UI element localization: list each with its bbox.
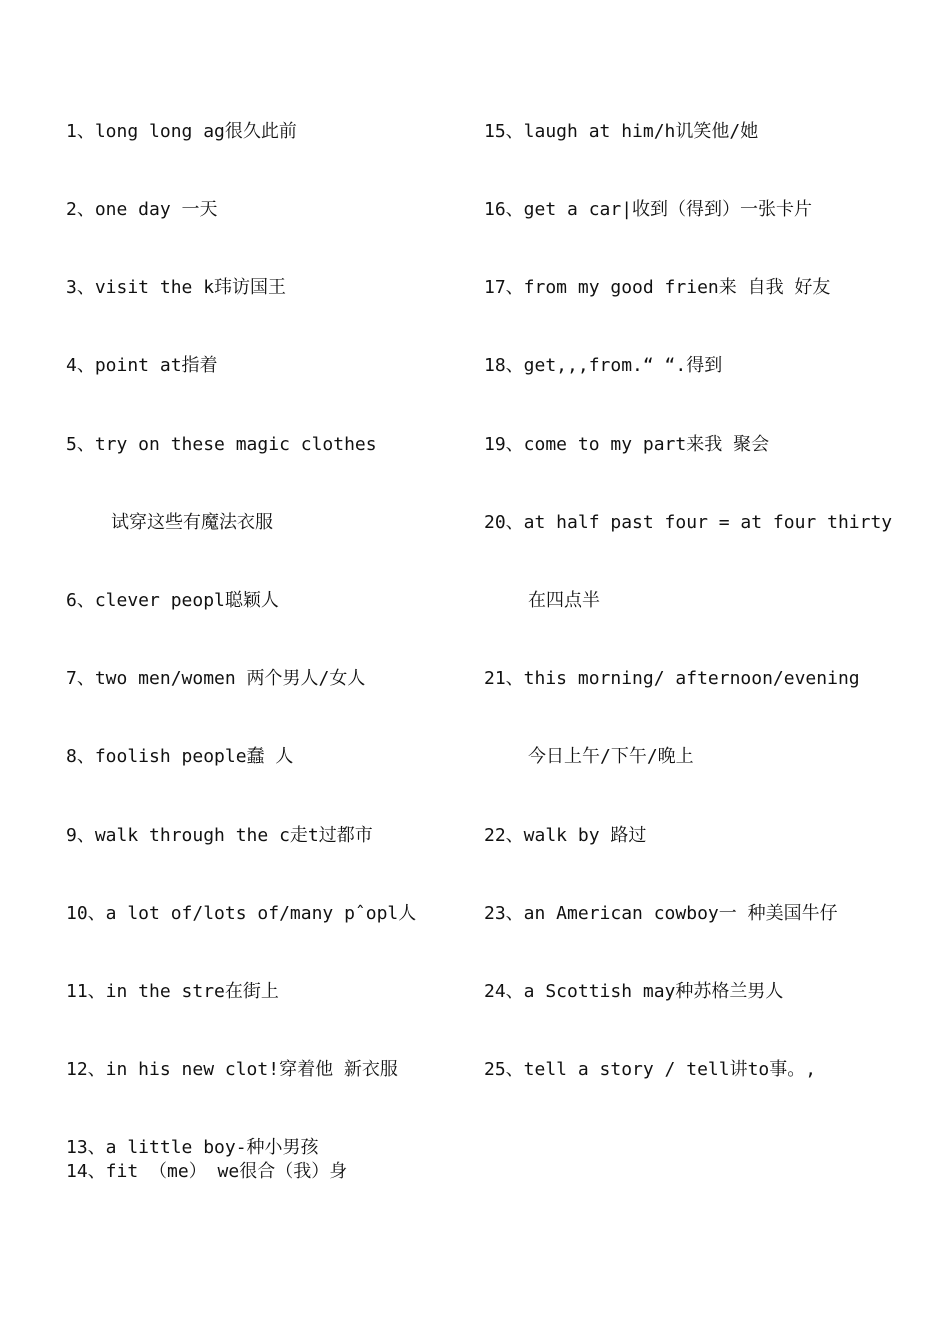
phrase-item-24: 24、a Scottish may种苏格兰男人 <box>484 981 784 1002</box>
phrase-item-2: 2、one day 一天 <box>66 199 218 220</box>
phrase-item-16: 16、get a car|收到（得到）一张卡片 <box>484 199 813 220</box>
phrase-item-3: 3、visit the k玮访国王 <box>66 277 287 298</box>
phrase-item-13: 13、a little boy-种小男孩 <box>66 1137 319 1158</box>
phrase-item-17: 17、from my good frien来 自我 好友 <box>484 277 831 298</box>
phrase-item-11: 11、in the stre在街上 <box>66 981 279 1002</box>
phrase-item-21-translation: 今日上午/下午/晚上 <box>528 746 694 767</box>
phrase-item-1: 1、long long ag很久此前 <box>66 121 297 142</box>
phrase-item-4: 4、point at指着 <box>66 355 218 376</box>
phrase-item-20-translation: 在四点半 <box>528 590 600 611</box>
phrase-item-10: 10、a lot of/lots of/many pˆopl人 <box>66 903 417 924</box>
phrase-item-21: 21、this morning/ afternoon/evening <box>484 668 860 689</box>
phrase-item-19: 19、come to my part来我 聚会 <box>484 434 770 455</box>
phrase-item-5: 5、try on these magic clothes <box>66 434 377 455</box>
phrase-item-15: 15、laugh at him/h讥笑他/她 <box>484 121 759 142</box>
phrase-item-5-translation: 试穿这些有魔法衣服 <box>111 512 273 533</box>
phrase-item-12: 12、in his new clot!穿着他 新衣服 <box>66 1059 398 1080</box>
phrase-item-8: 8、foolish people蠢 人 <box>66 746 294 767</box>
phrase-item-6: 6、clever peopl聪颖人 <box>66 590 279 611</box>
phrase-item-9: 9、walk through the c走t过都市 <box>66 825 373 846</box>
phrase-item-23: 23、an American cowboy一 种美国牛仔 <box>484 903 838 924</box>
phrase-item-20: 20、at half past four = at four thirty <box>484 512 893 533</box>
phrase-item-22: 22、walk by 路过 <box>484 825 647 846</box>
phrase-item-14: 14、fit （me） we很合（我）身 <box>66 1161 348 1182</box>
phrase-item-18: 18、get,,,from.“ “.得到 <box>484 355 723 376</box>
phrase-item-7: 7、two men/women 两个男人/女人 <box>66 668 366 689</box>
phrase-item-25: 25、tell a story / tell讲to事。, <box>484 1059 817 1080</box>
